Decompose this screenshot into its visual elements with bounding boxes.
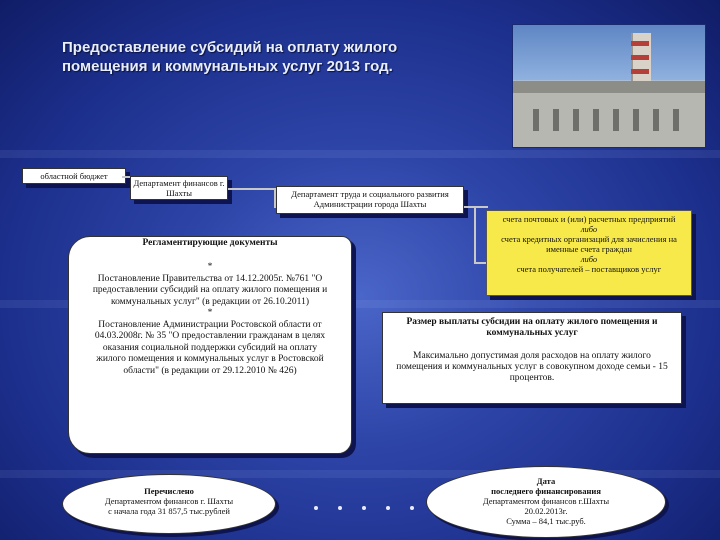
finance-department-box (130, 176, 228, 200)
document-item-1: Постановление Правительства от 14.12.2005г. №761 "О предоставлении субсидий на оплату жилого помещения и коммунальных услуг" (в редакции от 26.10.2011) (92, 273, 328, 307)
flow-arrow (474, 206, 476, 264)
connector-dot (410, 506, 414, 510)
connector-dot (338, 506, 342, 510)
transferred-label: Перечислено (144, 486, 194, 496)
transferred-department: Департаментом финансов г. Шахты (104, 496, 234, 506)
regional-budget-label: областной бюджет (40, 171, 108, 181)
document-bullet-1: * (207, 262, 213, 272)
regulatory-documents-title: Регламентирующие документы (142, 238, 278, 248)
labor-department-box (276, 186, 464, 214)
subsidy-size-box (382, 312, 682, 404)
document-item-2: Постановление Администрации Ростовской области от 04.03.2008г. № 35 "О предоставлении гражданам в целях оказания социальной поддержки субсидий на оплату жилого помещения и коммунальных услуг в Ростовской области" (в редакции от 29.12.2010 № 426) (94, 319, 326, 376)
last-funding-caption: последнего финансирования (491, 486, 601, 496)
last-funding-date: 20.02.2013г. (524, 506, 568, 516)
finance-department-label: Департамент финансов г. Шахты (133, 178, 225, 198)
last-funding-department: Департаментом финансов г.Шахты (482, 496, 610, 506)
transferred-amount-ellipse (62, 474, 276, 534)
connector-dot (386, 506, 390, 510)
recipient-accounts-line-5: счета получателей – поставщиков услуг (516, 264, 662, 274)
flow-arrow (228, 188, 276, 190)
last-funding-sum: Сумма – 84,1 тыс.руб. (506, 516, 586, 526)
labor-department-label: Департамент труда и социального развития Администрации города Шахты (291, 189, 449, 209)
recipient-accounts-box (486, 210, 692, 296)
subsidy-size-text: Максимально допустимая доля расходов на оплату жилого помещения и коммунальных услуг в совокупном доходе семьи - 15 процентов. (396, 351, 668, 383)
last-funding-ellipse (426, 466, 666, 538)
slide-title: Предоставление субсидий на оплату жилого помещения и коммунальных услуг 2013 год. (62, 39, 398, 75)
last-funding-date-label: Дата (536, 476, 556, 486)
power-plant-photo (512, 24, 706, 148)
recipient-accounts-line-3: счета кредитных организаций для зачисления на именные счета граждан (501, 234, 677, 254)
recipient-accounts-or-2: либо (580, 254, 598, 264)
document-bullet-2: * (207, 308, 213, 318)
regulatory-documents-body (90, 262, 330, 377)
connector-dot (314, 506, 318, 510)
recipient-accounts-or-1: либо (580, 224, 598, 234)
transferred-total: с начала года 31 857,5 тыс.рублей (108, 506, 230, 516)
regional-budget-box (22, 168, 126, 184)
background-wave (0, 150, 720, 158)
subsidy-size-title: Размер выплаты субсидии на оплату жилого помещения и коммунальных услуг (406, 317, 658, 338)
flow-arrow (464, 206, 488, 208)
connector-dot (362, 506, 366, 510)
recipient-accounts-line-1: счета почтовых и (или) расчетных предприятий (502, 214, 676, 224)
